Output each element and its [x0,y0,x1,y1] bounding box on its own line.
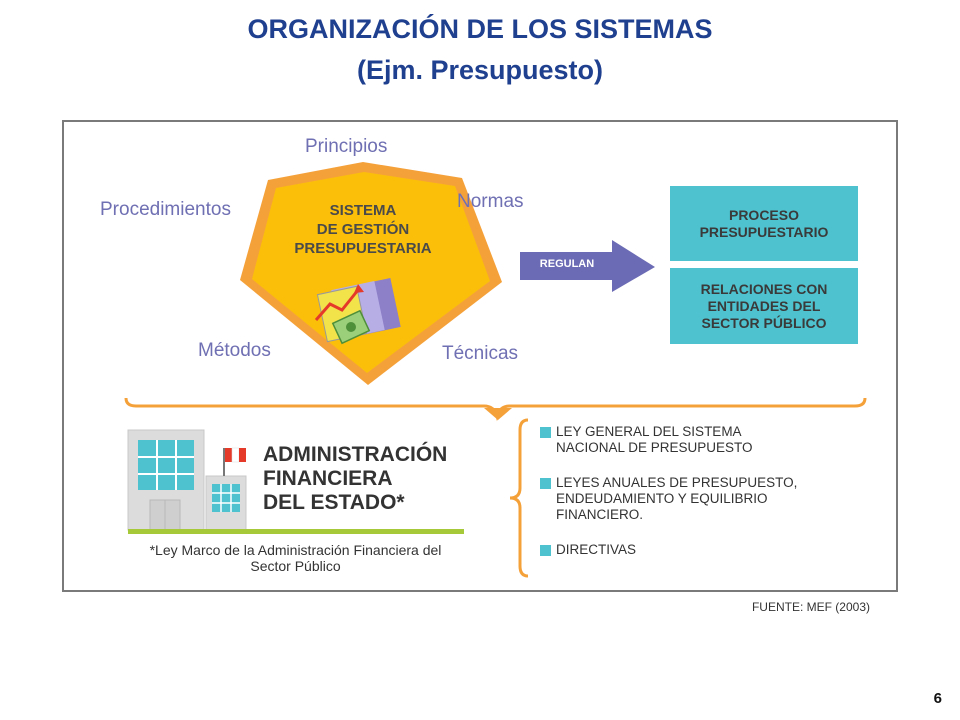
title-line-2: (Ejm. Presupuesto) [356,55,604,85]
box-proceso-presupuestario [670,186,858,261]
label-normas: Normas [457,191,524,212]
list-bullet-1 [540,427,551,438]
adm-line-3: DEL ESTADO* [263,491,405,514]
title-line-1: ORGANIZACIÓN DE LOS SISTEMAS [247,14,713,44]
administration-title [263,443,447,515]
brace-pointer [484,408,512,420]
box1-line-2: PRESUPUESTARIO [699,223,829,240]
source-caption: FUENTE: MEF (2003) [751,600,870,614]
list-item-directivas [556,542,636,558]
box2-line-1: RELACIONES CON [700,280,828,297]
center-line-3: PRESUPUESTARIA [294,240,432,257]
label-tecnicas: Técnicas [442,343,519,364]
list2-line-3: FINANCIERO. [556,507,644,522]
list-bullet-3 [540,545,551,556]
list1-line-2: NACIONAL DE PRESUPUESTO [556,440,753,455]
list-item-leyes-anuales [556,475,797,523]
box-relaciones-entidades [670,268,858,344]
box1-line-1: PROCESO [728,206,799,223]
list-bullet-2 [540,478,551,489]
list2-line-2: ENDEUDAMIENTO Y EQUILIBRIO [556,491,768,506]
list3-line-1: DIRECTIVAS [556,542,637,557]
list-item-ley-general [556,424,753,456]
adm-line-1: ADMINISTRACIÓN [263,443,448,466]
center-line-1: SISTEMA [329,202,397,219]
ground-line [128,529,464,534]
label-metodos: Métodos [198,340,271,361]
list1-line-1: LEY GENERAL DEL SISTEMA [556,424,742,439]
page-number: 6 [933,690,942,707]
adm-line-2: FINANCIERA [263,467,393,490]
label-principios: Principios [305,136,388,157]
administration-footnote: *Ley Marco de la Administración Financiera del Sector Público [149,542,442,574]
label-procedimientos: Procedimientos [100,199,231,220]
box2-line-2: ENTIDADES DEL [707,297,821,314]
box2-line-3: SECTOR PÚBLICO [701,314,827,331]
center-line-2: DE GESTIÓN [316,221,410,238]
government-building-icon [128,430,246,530]
list-brace [510,420,528,576]
pentagon-center-text [268,201,458,258]
list2-line-1: LEYES ANUALES DE PRESUPUESTO, [556,475,798,490]
regulan-label: REGULAN [539,258,595,270]
